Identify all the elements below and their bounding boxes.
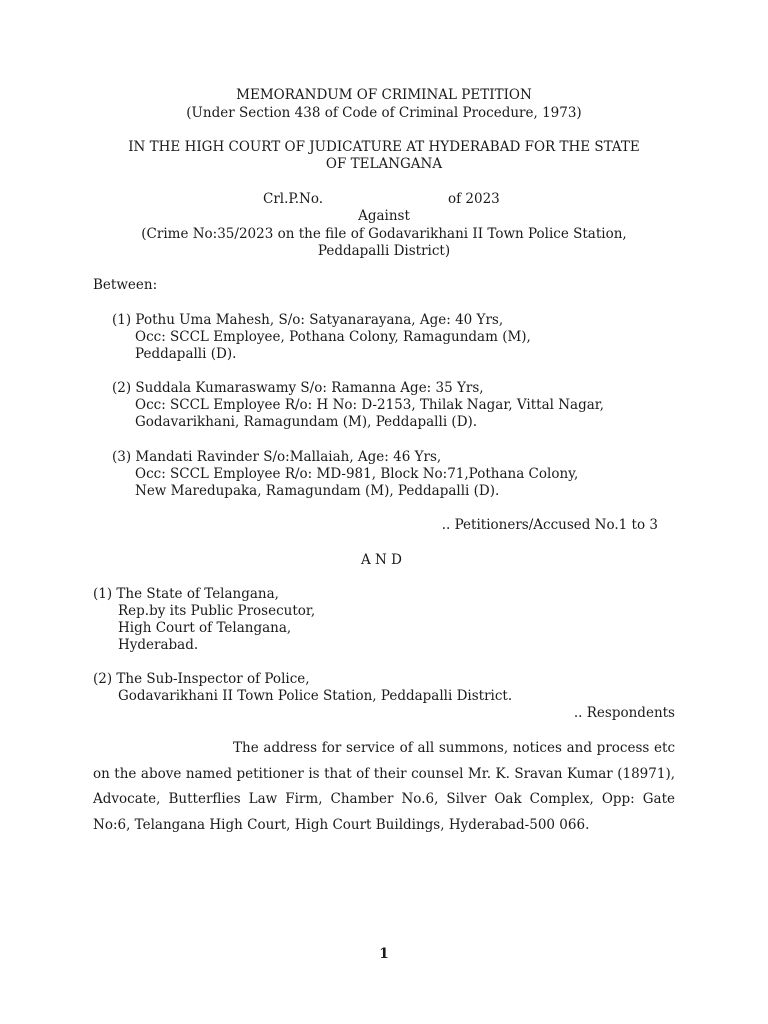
court-name-line-2: OF TELANGANA xyxy=(325,156,443,172)
petitioner-line: Occ: SCCL Employee R/o: MD-981, Block No:71,Pothana Colony, xyxy=(135,466,579,482)
petitioner-line: Peddapalli (D). xyxy=(135,346,237,362)
court-name-line-1: IN THE HIGH COURT OF JUDICATURE AT HYDERABAD FOR THE STATE xyxy=(128,139,640,155)
petitioner-line: Occ: SCCL Employee R/o: H No: D-2153, Thilak Nagar, Vittal Nagar, xyxy=(135,397,605,413)
respondent-line: (1) The State of Telangana, xyxy=(93,586,279,602)
case-year-label: of 2023 xyxy=(448,191,500,207)
petitioner-line: (2) Suddala Kumaraswamy S/o: Ramanna Age: 35 Yrs, xyxy=(112,380,484,396)
respondent-line: Godavarikhani II Town Police Station, Peddapalli District. xyxy=(118,688,513,704)
crime-reference-line-2: Peddapalli District) xyxy=(317,243,451,259)
respondents-designation: .. Respondents xyxy=(573,705,675,721)
petitioner-line: New Maredupaka, Ramagundam (M), Peddapalli (D). xyxy=(135,483,500,499)
between-label: Between: xyxy=(93,277,158,293)
crl-petition-label: Crl.P.No. xyxy=(263,191,324,207)
petitioner-line: Occ: SCCL Employee, Pothana Colony, Ramagundam (M), xyxy=(135,329,531,345)
petitioner-line: (3) Mandati Ravinder S/o:Mallaiah, Age: 46 Yrs, xyxy=(112,449,442,465)
page-number: 1 xyxy=(379,946,389,962)
respondent-line: High Court of Telangana, xyxy=(118,620,292,636)
address-for-service-paragraph xyxy=(93,736,675,838)
against-label: Against xyxy=(358,208,410,224)
petitioner-line: (1) Pothu Uma Mahesh, S/o: Satyanarayana, Age: 40 Yrs, xyxy=(112,312,504,328)
petitioners-designation: .. Petitioners/Accused No.1 to 3 xyxy=(441,517,658,533)
petitioner-line: Godavarikhani, Ramagundam (M), Peddapalli (D). xyxy=(135,414,478,430)
respondent-line: Rep.by its Public Prosecutor, xyxy=(118,603,316,619)
crime-reference-line-1: (Crime No:35/2023 on the file of Godavarikhani II Town Police Station, xyxy=(141,226,627,242)
respondent-line: (2) The Sub-Inspector of Police, xyxy=(93,671,310,687)
document-subtitle: (Under Section 438 of Code of Criminal Procedure, 1973) xyxy=(186,105,582,121)
document-title: MEMORANDUM OF CRIMINAL PETITION xyxy=(236,87,532,103)
address-for-service-text: The address for service of all summons, notices and process etc on the above named petitioner is that of their counsel Mr. K. Sravan Kumar (18971), Advocate, Butterflies Law Firm, Chamber No.6, Silver Oak Complex, Opp: Gate No:6, Telangana High Court, High Court Buildings, Hyderabad-500 066. xyxy=(93,740,675,833)
respondent-line: Hyderabad. xyxy=(118,637,199,653)
and-separator: A N D xyxy=(361,552,402,568)
